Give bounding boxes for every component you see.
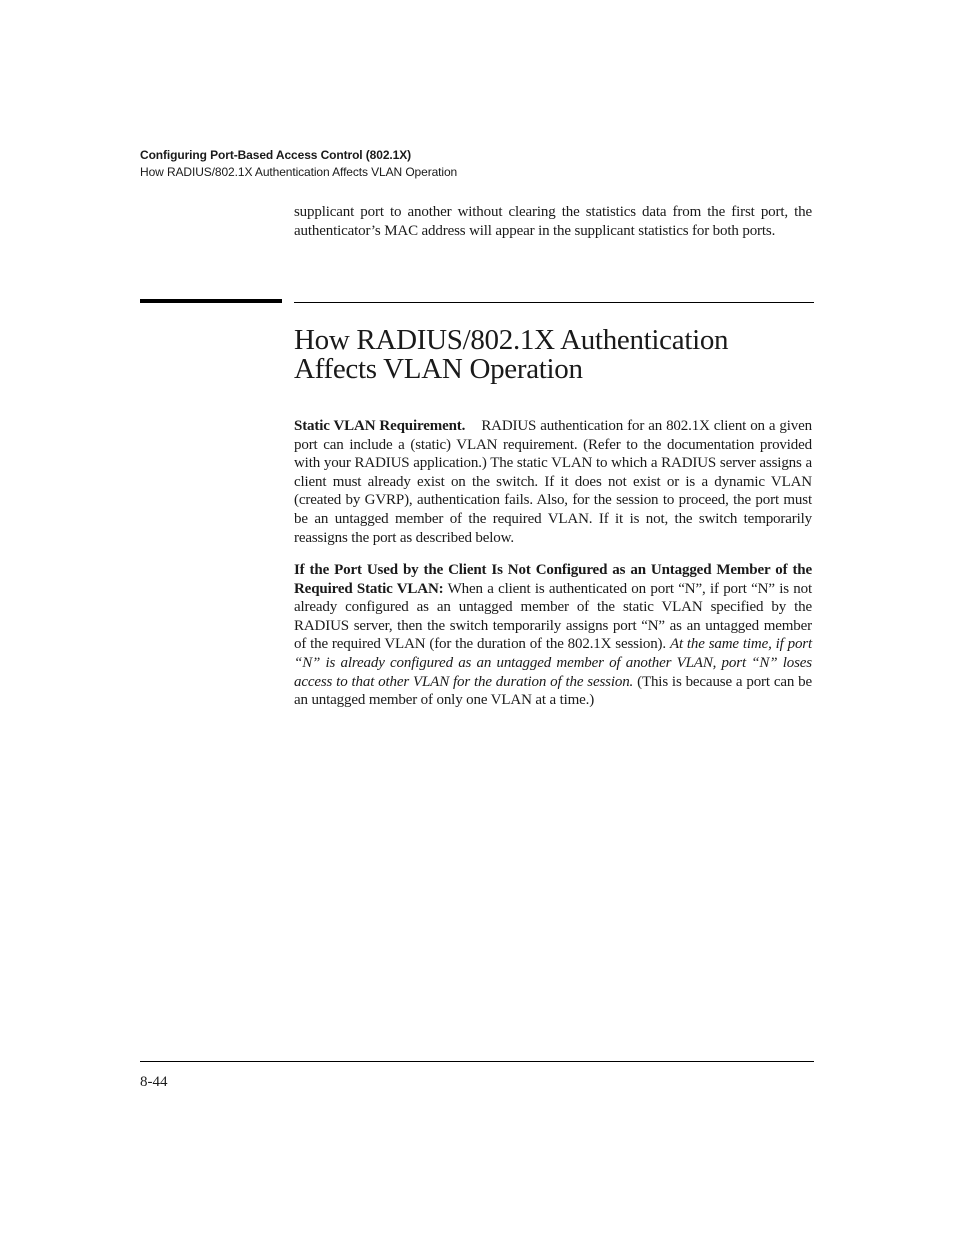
footer-rule [140, 1061, 814, 1062]
run-in-heading: If the Port Used by the Client Is Not Configured as an Untagged Member of the Required Static VLAN: [294, 562, 812, 597]
section-title: How RADIUS/802.1X Authentication Affects VLAN Operation [140, 165, 458, 179]
paragraph-untagged-member [294, 561, 812, 710]
paragraph-emphasis: At the same time, if port “N” is already configured as an untagged member of another VLAN, port “N” loses access to that other VLAN for the duration of the session. [294, 636, 812, 690]
paragraph-text-after: (This is because a port can be an untagged member of only one VLAN at a time.) [294, 673, 812, 709]
paragraph-static-vlan [294, 417, 812, 547]
run-in-heading: Static VLAN Requirement. [294, 418, 466, 434]
heading-line-1: How RADIUS/802.1X Authentication [294, 324, 729, 356]
running-head [140, 147, 457, 181]
paragraph-text: RADIUS authentication for an 802.1X client on a given port can include a (static) VLAN requirement. (Refer to the documentation provided with your RADIUS application.) The static VLAN to which a RADIUS server assigns a client must already exist on the switch. If it does not exist or is a dynamic VLAN (created by GVRP), authentication fails. Also, for the session to proceed, the port must be an untagged member of the required VLAN. If it is not, the switch temporarily reassigns the port as described below. [294, 418, 813, 546]
continued-paragraph: supplicant port to another without clearing the statistics data from the first port, the authenticator’s MAC address will appear in the supplicant statistics for both ports. [294, 204, 812, 239]
section-rule-thick [140, 299, 282, 303]
page-number: 8-44 [140, 1074, 168, 1090]
section-heading [294, 326, 814, 384]
paragraph-text: When a client is authenticated on port “N”, if port “N” is not already configured as an untagged member of the static VLAN specified by the RADIUS server, then the switch temporarily assigns port “N” as an untagged member of the required VLAN (for the duration of the 802.1X session). [294, 580, 812, 653]
heading-line-2: Affects VLAN Operation [294, 353, 583, 385]
chapter-title: Configuring Port-Based Access Control (802.1X) [140, 148, 412, 162]
section-rule-thin [294, 302, 814, 303]
